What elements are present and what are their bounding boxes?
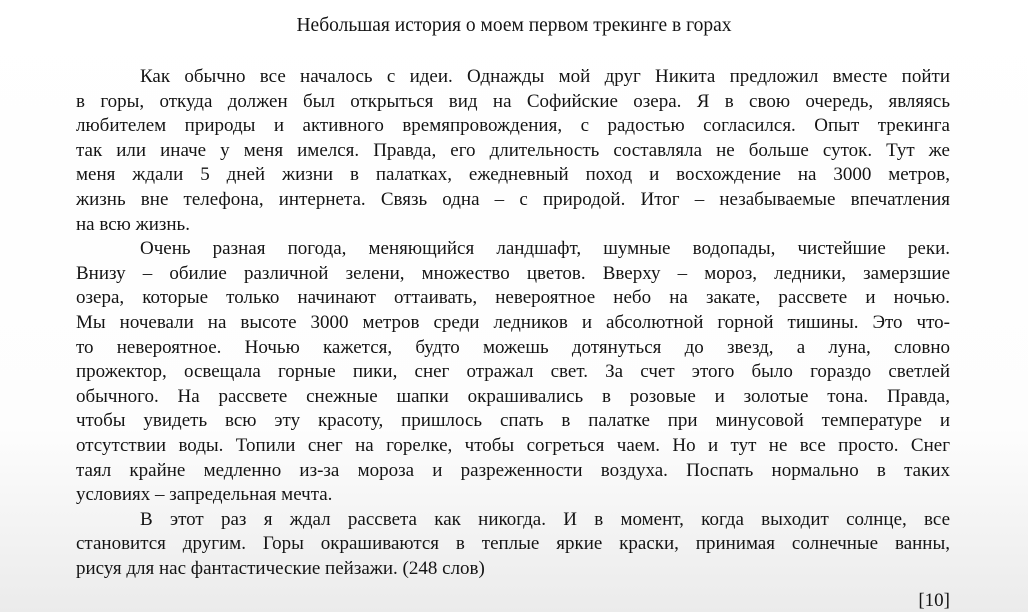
paragraph-2-line-2: Внизу – обилие различной зелени, множество цветов. Вверху – мороз, ледники, замерзшие (76, 262, 950, 284)
paragraph-1-line-4: так или иначе у меня имелся. Правда, его длительность составляла не больше суток. Тут же (76, 139, 950, 161)
paragraph-2-line-7: обычного. На рассвете снежные шапки окрашивались в розовые и золотые тона. Правда, (76, 385, 950, 407)
paragraph-2-line-3: озера, которые только начинают оттаивать, невероятное небо на закате, рассвете и ночью. (76, 287, 950, 309)
document-body (76, 65, 950, 581)
page-number: [10] (918, 590, 950, 611)
paragraph-3-line-1: В этот раз я ждал рассвета как никогда. И в момент, когда выходит солнце, все (140, 508, 950, 530)
paragraph-1-line-2: в горы, откуда должен был открыться вид на Софийские озера. Я в свою очередь, являясь (76, 90, 950, 112)
paragraph-2-line-4: Мы ночевали на высоте 3000 метров среди ледников и абсолютной горной тишины. Это что- (76, 311, 950, 333)
paragraph-3-line-3: рисуя для нас фантастические пейзажи. (248 слов) (76, 557, 485, 579)
paragraph-1-line-3: любителем природы и активного времяпровождения, с радостью согласился. Опыт трекинга (76, 115, 950, 137)
paragraph-2-line-6: прожектор, освещала горные пики, снег отражал свет. За счет этого было гораздо светлей (76, 361, 950, 383)
paragraph-2-line-8: чтобы увидеть всю эту красоту, пришлось спать в палатке при минусовой температуре и (76, 410, 950, 432)
document-title: Небольшая история о моем первом трекинге в горах (296, 15, 732, 36)
paragraph-2-line-10: таял крайне медленно из-за мороза и разреженности воздуха. Поспать нормально в таких (76, 459, 950, 481)
paragraph-1-line-7: на всю жизнь. (76, 213, 190, 235)
paragraph-1-line-1: Как обычно все началось с идеи. Однажды мой друг Никита предложил вместе пойти (140, 66, 950, 87)
paragraph-2-line-1: Очень разная погода, меняющийся ландшафт, шумные водопады, чистейшие реки. (140, 238, 950, 260)
paragraph-2-line-11: условиях – запредельная мечта. (76, 484, 333, 506)
paragraph-2-line-9: отсутствии воды. Топили снег на горелке, чтобы согреться чаем. Но и тут не все просто. Снег (76, 434, 950, 456)
paragraph-1-line-6: жизнь вне телефона, интернета. Связь одна – с природой. Итог – незабываемые впечатления (76, 188, 950, 210)
paragraph-3-line-2: становится другим. Горы окрашиваются в теплые яркие краски, принимая солнечные ванны, (76, 533, 950, 555)
paragraph-2-line-5: то невероятное. Ночью кажется, будто можешь дотянуться до звезд, а луна, словно (76, 336, 950, 358)
paragraph-1-line-5: меня ждали 5 дней жизни в палатках, ежедневный поход и восхождение на 3000 метров, (76, 164, 950, 186)
